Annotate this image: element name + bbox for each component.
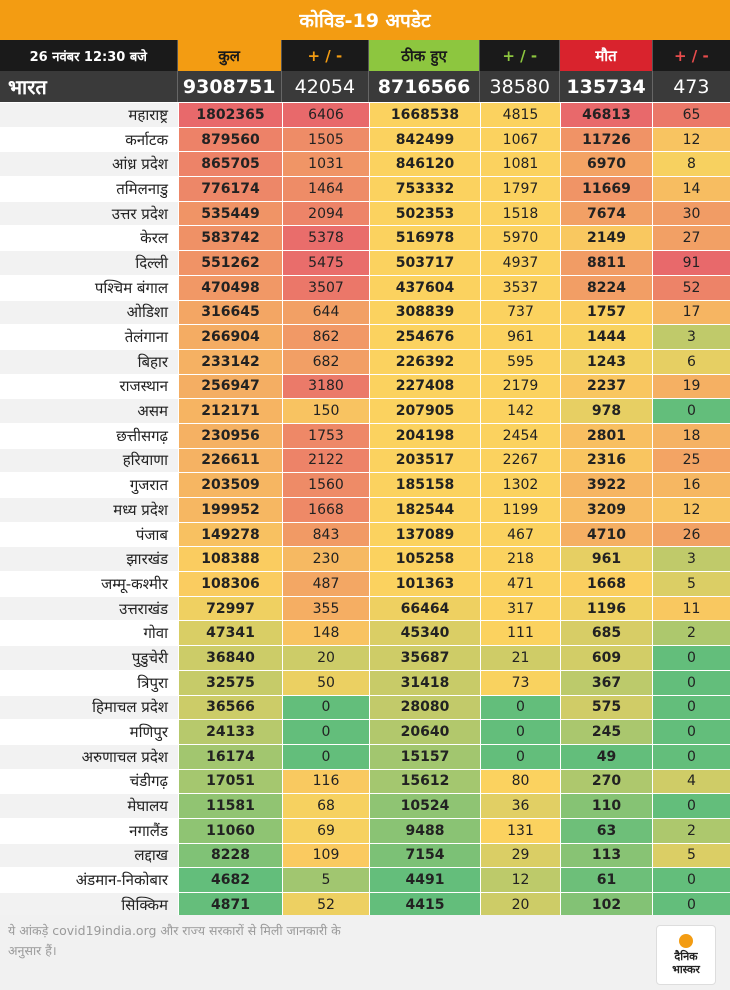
state-deaths-change: 18 bbox=[652, 424, 730, 448]
state-cases-change: 20 bbox=[282, 646, 369, 670]
state-total-cases: 36566 bbox=[178, 696, 282, 720]
table-row bbox=[0, 301, 730, 326]
table-row bbox=[0, 375, 730, 400]
state-recovered: 101363 bbox=[369, 572, 480, 596]
state-total-cases: 24133 bbox=[178, 720, 282, 744]
table-row bbox=[0, 152, 730, 177]
state-total-cases: 72997 bbox=[178, 597, 282, 621]
state-recovered-change: 73 bbox=[480, 671, 560, 695]
state-name: तेलंगाना bbox=[0, 325, 178, 349]
state-deaths-change: 0 bbox=[652, 893, 730, 917]
page-title: कोविड-19 अपडेट bbox=[0, 0, 730, 40]
dainik-bhaskar-logo bbox=[656, 925, 716, 985]
state-recovered-change: 1797 bbox=[480, 177, 560, 201]
state-name: पुडुचेरी bbox=[0, 646, 178, 670]
state-deaths: 1668 bbox=[560, 572, 652, 596]
state-recovered-change: 1302 bbox=[480, 473, 560, 497]
state-total-cases: 16174 bbox=[178, 745, 282, 769]
table-row bbox=[0, 177, 730, 202]
state-recovered: 182544 bbox=[369, 498, 480, 522]
total-recovered-change: 38580 bbox=[479, 71, 559, 102]
state-total-cases: 1802365 bbox=[178, 103, 282, 127]
state-deaths: 113 bbox=[560, 844, 652, 868]
state-deaths-change: 0 bbox=[652, 720, 730, 744]
table-row bbox=[0, 893, 730, 918]
state-deaths: 2237 bbox=[560, 375, 652, 399]
state-recovered-change: 1199 bbox=[480, 498, 560, 522]
state-recovered: 203517 bbox=[369, 449, 480, 473]
state-deaths: 63 bbox=[560, 819, 652, 843]
state-total-cases: 11581 bbox=[178, 794, 282, 818]
state-name: ओडिशा bbox=[0, 301, 178, 325]
state-recovered-change: 471 bbox=[480, 572, 560, 596]
state-recovered-change: 737 bbox=[480, 301, 560, 325]
table-row bbox=[0, 350, 730, 375]
state-name: अंडमान-निकोबार bbox=[0, 868, 178, 892]
state-deaths: 1196 bbox=[560, 597, 652, 621]
col-header-recovered-change: + / - bbox=[479, 40, 559, 71]
state-total-cases: 32575 bbox=[178, 671, 282, 695]
state-total-cases: 230956 bbox=[178, 424, 282, 448]
state-name: चंडीगढ़ bbox=[0, 770, 178, 794]
state-total-cases: 4871 bbox=[178, 893, 282, 917]
state-total-cases: 212171 bbox=[178, 399, 282, 423]
state-deaths: 8224 bbox=[560, 276, 652, 300]
total-name: भारत bbox=[8, 75, 47, 99]
state-name: तमिलनाडु bbox=[0, 177, 178, 201]
state-deaths: 6970 bbox=[560, 152, 652, 176]
state-name: त्रिपुरा bbox=[0, 671, 178, 695]
state-deaths-change: 2 bbox=[652, 819, 730, 843]
state-total-cases: 47341 bbox=[178, 621, 282, 645]
state-recovered: 254676 bbox=[369, 325, 480, 349]
state-cases-change: 150 bbox=[282, 399, 369, 423]
state-name: झारखंड bbox=[0, 547, 178, 571]
total-deaths: 135734 bbox=[559, 71, 651, 102]
table-row bbox=[0, 128, 730, 153]
state-recovered-change: 20 bbox=[480, 893, 560, 917]
state-cases-change: 0 bbox=[282, 720, 369, 744]
state-recovered-change: 595 bbox=[480, 350, 560, 374]
state-total-cases: 256947 bbox=[178, 375, 282, 399]
state-deaths-change: 11 bbox=[652, 597, 730, 621]
state-recovered: 502353 bbox=[369, 202, 480, 226]
state-total-cases: 316645 bbox=[178, 301, 282, 325]
state-recovered: 226392 bbox=[369, 350, 480, 374]
table-row bbox=[0, 523, 730, 548]
state-cases-change: 1668 bbox=[282, 498, 369, 522]
total-deaths-change: 473 bbox=[652, 71, 730, 102]
state-recovered: 15157 bbox=[369, 745, 480, 769]
state-total-cases: 226611 bbox=[178, 449, 282, 473]
state-recovered: 28080 bbox=[369, 696, 480, 720]
state-deaths: 1444 bbox=[560, 325, 652, 349]
state-deaths-change: 14 bbox=[652, 177, 730, 201]
state-deaths: 609 bbox=[560, 646, 652, 670]
state-recovered-change: 2267 bbox=[480, 449, 560, 473]
state-deaths-change: 52 bbox=[652, 276, 730, 300]
state-cases-change: 1031 bbox=[282, 152, 369, 176]
state-recovered: 846120 bbox=[369, 152, 480, 176]
state-name: उत्तराखंड bbox=[0, 597, 178, 621]
state-deaths: 11669 bbox=[560, 177, 652, 201]
state-recovered-change: 218 bbox=[480, 547, 560, 571]
state-deaths: 2316 bbox=[560, 449, 652, 473]
state-cases-change: 355 bbox=[282, 597, 369, 621]
col-header-total: कुल bbox=[177, 40, 281, 71]
state-name: लद्दाख bbox=[0, 844, 178, 868]
source-note: ये आंकड़े covid19india.org और राज्य सरकारों से मिली जानकारी के अनुसार हैं। bbox=[8, 923, 341, 958]
sun-icon bbox=[679, 934, 693, 948]
state-recovered-change: 3537 bbox=[480, 276, 560, 300]
state-recovered-change: 131 bbox=[480, 819, 560, 843]
state-recovered: 503717 bbox=[369, 251, 480, 275]
state-name: पंजाब bbox=[0, 523, 178, 547]
logo-line-1: दैनिक bbox=[674, 950, 698, 963]
state-recovered: 7154 bbox=[369, 844, 480, 868]
table-row bbox=[0, 547, 730, 572]
state-cases-change: 0 bbox=[282, 745, 369, 769]
state-table bbox=[0, 103, 730, 918]
state-cases-change: 3507 bbox=[282, 276, 369, 300]
state-deaths-change: 12 bbox=[652, 498, 730, 522]
state-deaths: 102 bbox=[560, 893, 652, 917]
state-recovered: 137089 bbox=[369, 523, 480, 547]
table-row bbox=[0, 424, 730, 449]
state-deaths: 8811 bbox=[560, 251, 652, 275]
state-cases-change: 6406 bbox=[282, 103, 369, 127]
table-row bbox=[0, 449, 730, 474]
state-recovered: 437604 bbox=[369, 276, 480, 300]
footer bbox=[0, 915, 730, 990]
state-cases-change: 2122 bbox=[282, 449, 369, 473]
state-total-cases: 776174 bbox=[178, 177, 282, 201]
state-recovered-change: 0 bbox=[480, 720, 560, 744]
table-row bbox=[0, 226, 730, 251]
state-cases-change: 843 bbox=[282, 523, 369, 547]
state-total-cases: 470498 bbox=[178, 276, 282, 300]
state-deaths: 110 bbox=[560, 794, 652, 818]
state-deaths-change: 65 bbox=[652, 103, 730, 127]
table-row bbox=[0, 597, 730, 622]
state-deaths-change: 2 bbox=[652, 621, 730, 645]
state-recovered-change: 142 bbox=[480, 399, 560, 423]
state-name: बिहार bbox=[0, 350, 178, 374]
state-recovered-change: 80 bbox=[480, 770, 560, 794]
state-name: छत्तीसगढ़ bbox=[0, 424, 178, 448]
state-deaths-change: 8 bbox=[652, 152, 730, 176]
state-total-cases: 108388 bbox=[178, 547, 282, 571]
state-name: गोवा bbox=[0, 621, 178, 645]
state-deaths: 367 bbox=[560, 671, 652, 695]
state-recovered-change: 111 bbox=[480, 621, 560, 645]
state-cases-change: 487 bbox=[282, 572, 369, 596]
state-deaths: 961 bbox=[560, 547, 652, 571]
state-recovered-change: 2179 bbox=[480, 375, 560, 399]
state-recovered-change: 317 bbox=[480, 597, 560, 621]
state-total-cases: 551262 bbox=[178, 251, 282, 275]
state-total-cases: 233142 bbox=[178, 350, 282, 374]
state-cases-change: 682 bbox=[282, 350, 369, 374]
state-cases-change: 0 bbox=[282, 696, 369, 720]
state-deaths-change: 27 bbox=[652, 226, 730, 250]
date-time: 26 नवंबर 12:30 बजे bbox=[29, 49, 147, 65]
state-total-cases: 17051 bbox=[178, 770, 282, 794]
state-deaths-change: 25 bbox=[652, 449, 730, 473]
state-name: अरुणाचल प्रदेश bbox=[0, 745, 178, 769]
state-deaths-change: 0 bbox=[652, 671, 730, 695]
table-row bbox=[0, 498, 730, 523]
state-recovered: 207905 bbox=[369, 399, 480, 423]
total-cases-change: 42054 bbox=[281, 71, 368, 102]
state-total-cases: 149278 bbox=[178, 523, 282, 547]
state-deaths-change: 91 bbox=[652, 251, 730, 275]
state-deaths-change: 4 bbox=[652, 770, 730, 794]
table-row bbox=[0, 621, 730, 646]
state-name: मेघालय bbox=[0, 794, 178, 818]
state-recovered: 66464 bbox=[369, 597, 480, 621]
state-cases-change: 230 bbox=[282, 547, 369, 571]
table-row bbox=[0, 646, 730, 671]
header-row bbox=[0, 40, 730, 71]
state-name: नगालैंड bbox=[0, 819, 178, 843]
table-row bbox=[0, 202, 730, 227]
state-total-cases: 865705 bbox=[178, 152, 282, 176]
state-deaths-change: 12 bbox=[652, 128, 730, 152]
state-cases-change: 644 bbox=[282, 301, 369, 325]
state-recovered: 35687 bbox=[369, 646, 480, 670]
state-name: मध्य प्रदेश bbox=[0, 498, 178, 522]
state-total-cases: 108306 bbox=[178, 572, 282, 596]
state-total-cases: 199952 bbox=[178, 498, 282, 522]
logo-line-2: भास्कर bbox=[672, 963, 700, 976]
state-deaths-change: 0 bbox=[652, 399, 730, 423]
state-recovered: 20640 bbox=[369, 720, 480, 744]
state-deaths-change: 16 bbox=[652, 473, 730, 497]
table-row bbox=[0, 325, 730, 350]
state-deaths: 270 bbox=[560, 770, 652, 794]
state-total-cases: 879560 bbox=[178, 128, 282, 152]
state-name: आंध्र प्रदेश bbox=[0, 152, 178, 176]
state-deaths: 3209 bbox=[560, 498, 652, 522]
total-cases: 9308751 bbox=[177, 71, 281, 102]
state-total-cases: 8228 bbox=[178, 844, 282, 868]
state-deaths: 245 bbox=[560, 720, 652, 744]
state-cases-change: 1560 bbox=[282, 473, 369, 497]
table-row bbox=[0, 745, 730, 770]
state-deaths-change: 0 bbox=[652, 696, 730, 720]
state-name: राजस्थान bbox=[0, 375, 178, 399]
state-cases-change: 1505 bbox=[282, 128, 369, 152]
state-deaths-change: 0 bbox=[652, 646, 730, 670]
state-name: महाराष्ट्र bbox=[0, 103, 178, 127]
state-total-cases: 266904 bbox=[178, 325, 282, 349]
state-total-cases: 583742 bbox=[178, 226, 282, 250]
state-recovered: 10524 bbox=[369, 794, 480, 818]
state-recovered-change: 0 bbox=[480, 745, 560, 769]
state-deaths-change: 0 bbox=[652, 868, 730, 892]
state-deaths-change: 26 bbox=[652, 523, 730, 547]
state-name: जम्मू-कश्मीर bbox=[0, 572, 178, 596]
state-deaths: 7674 bbox=[560, 202, 652, 226]
table-row bbox=[0, 794, 730, 819]
state-cases-change: 52 bbox=[282, 893, 369, 917]
state-deaths: 46813 bbox=[560, 103, 652, 127]
state-name: गुजरात bbox=[0, 473, 178, 497]
state-deaths-change: 17 bbox=[652, 301, 730, 325]
state-name: कर्नाटक bbox=[0, 128, 178, 152]
state-recovered: 1668538 bbox=[369, 103, 480, 127]
state-deaths-change: 5 bbox=[652, 844, 730, 868]
state-total-cases: 4682 bbox=[178, 868, 282, 892]
state-name: पश्चिम बंगाल bbox=[0, 276, 178, 300]
state-recovered-change: 5970 bbox=[480, 226, 560, 250]
col-header-deaths: मौत bbox=[559, 40, 651, 71]
state-recovered: 105258 bbox=[369, 547, 480, 571]
state-total-cases: 535449 bbox=[178, 202, 282, 226]
state-recovered: 15612 bbox=[369, 770, 480, 794]
state-name: केरल bbox=[0, 226, 178, 250]
state-recovered: 227408 bbox=[369, 375, 480, 399]
state-name: हरियाणा bbox=[0, 449, 178, 473]
state-deaths: 3922 bbox=[560, 473, 652, 497]
state-recovered-change: 0 bbox=[480, 696, 560, 720]
state-name: हिमाचल प्रदेश bbox=[0, 696, 178, 720]
state-cases-change: 50 bbox=[282, 671, 369, 695]
state-deaths-change: 30 bbox=[652, 202, 730, 226]
state-total-cases: 36840 bbox=[178, 646, 282, 670]
state-total-cases: 11060 bbox=[178, 819, 282, 843]
state-deaths: 1757 bbox=[560, 301, 652, 325]
state-name: असम bbox=[0, 399, 178, 423]
state-cases-change: 3180 bbox=[282, 375, 369, 399]
state-recovered-change: 4815 bbox=[480, 103, 560, 127]
state-recovered: 4491 bbox=[369, 868, 480, 892]
state-recovered-change: 2454 bbox=[480, 424, 560, 448]
state-cases-change: 862 bbox=[282, 325, 369, 349]
state-recovered-change: 961 bbox=[480, 325, 560, 349]
state-recovered-change: 1081 bbox=[480, 152, 560, 176]
state-name: दिल्ली bbox=[0, 251, 178, 275]
state-cases-change: 5475 bbox=[282, 251, 369, 275]
table-row bbox=[0, 819, 730, 844]
table-row bbox=[0, 844, 730, 869]
state-total-cases: 203509 bbox=[178, 473, 282, 497]
state-cases-change: 5378 bbox=[282, 226, 369, 250]
state-cases-change: 1464 bbox=[282, 177, 369, 201]
total-row bbox=[0, 71, 730, 102]
state-deaths: 575 bbox=[560, 696, 652, 720]
state-deaths-change: 5 bbox=[652, 572, 730, 596]
state-deaths: 978 bbox=[560, 399, 652, 423]
state-deaths: 49 bbox=[560, 745, 652, 769]
state-recovered-change: 36 bbox=[480, 794, 560, 818]
state-deaths-change: 6 bbox=[652, 350, 730, 374]
table-row bbox=[0, 770, 730, 795]
state-recovered: 204198 bbox=[369, 424, 480, 448]
state-cases-change: 1753 bbox=[282, 424, 369, 448]
state-recovered-change: 29 bbox=[480, 844, 560, 868]
state-deaths-change: 3 bbox=[652, 547, 730, 571]
state-cases-change: 148 bbox=[282, 621, 369, 645]
table-row bbox=[0, 399, 730, 424]
state-deaths: 1243 bbox=[560, 350, 652, 374]
state-name: मणिपुर bbox=[0, 720, 178, 744]
state-deaths-change: 0 bbox=[652, 745, 730, 769]
state-recovered: 4415 bbox=[369, 893, 480, 917]
state-recovered: 9488 bbox=[369, 819, 480, 843]
state-deaths-change: 0 bbox=[652, 794, 730, 818]
table-row bbox=[0, 572, 730, 597]
state-recovered-change: 1518 bbox=[480, 202, 560, 226]
state-deaths: 2801 bbox=[560, 424, 652, 448]
state-cases-change: 109 bbox=[282, 844, 369, 868]
state-recovered-change: 4937 bbox=[480, 251, 560, 275]
state-recovered: 31418 bbox=[369, 671, 480, 695]
state-recovered-change: 12 bbox=[480, 868, 560, 892]
state-deaths: 61 bbox=[560, 868, 652, 892]
state-deaths: 4710 bbox=[560, 523, 652, 547]
table-row bbox=[0, 103, 730, 128]
state-recovered-change: 1067 bbox=[480, 128, 560, 152]
state-cases-change: 116 bbox=[282, 770, 369, 794]
state-recovered: 753332 bbox=[369, 177, 480, 201]
state-recovered: 45340 bbox=[369, 621, 480, 645]
col-header-total-change: + / - bbox=[281, 40, 368, 71]
state-name: उत्तर प्रदेश bbox=[0, 202, 178, 226]
state-recovered: 516978 bbox=[369, 226, 480, 250]
state-cases-change: 68 bbox=[282, 794, 369, 818]
state-recovered: 308839 bbox=[369, 301, 480, 325]
state-deaths-change: 19 bbox=[652, 375, 730, 399]
state-cases-change: 5 bbox=[282, 868, 369, 892]
table-row bbox=[0, 473, 730, 498]
table-row bbox=[0, 671, 730, 696]
state-recovered: 842499 bbox=[369, 128, 480, 152]
table-row bbox=[0, 720, 730, 745]
state-deaths: 685 bbox=[560, 621, 652, 645]
table-row bbox=[0, 276, 730, 301]
table-row bbox=[0, 696, 730, 721]
table-row bbox=[0, 251, 730, 276]
state-deaths: 11726 bbox=[560, 128, 652, 152]
state-cases-change: 69 bbox=[282, 819, 369, 843]
state-deaths-change: 3 bbox=[652, 325, 730, 349]
col-header-deaths-change: + / - bbox=[652, 40, 730, 71]
state-deaths: 2149 bbox=[560, 226, 652, 250]
state-recovered-change: 467 bbox=[480, 523, 560, 547]
state-recovered-change: 21 bbox=[480, 646, 560, 670]
table-row bbox=[0, 868, 730, 893]
state-recovered: 185158 bbox=[369, 473, 480, 497]
state-name: सिक्किम bbox=[0, 893, 178, 917]
total-recovered: 8716566 bbox=[368, 71, 479, 102]
col-header-recovered: ठीक हुए bbox=[368, 40, 479, 71]
state-cases-change: 2094 bbox=[282, 202, 369, 226]
